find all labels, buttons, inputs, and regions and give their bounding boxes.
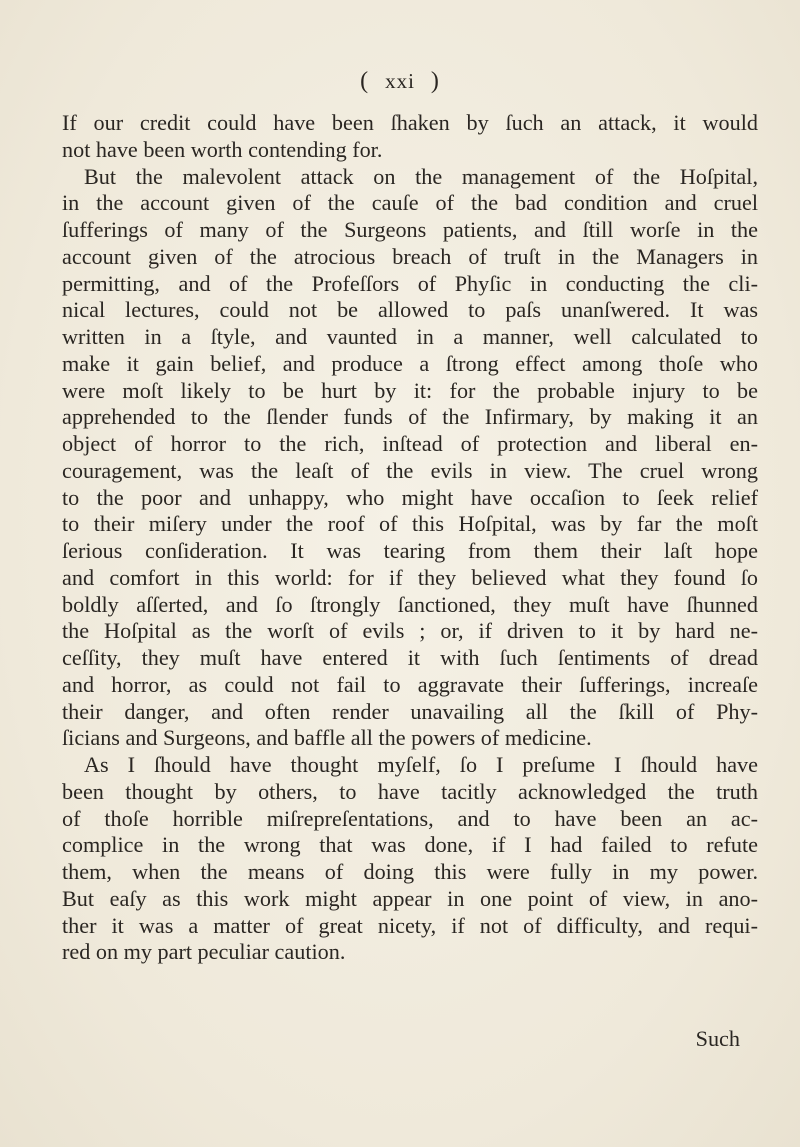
catchword: Such: [695, 1026, 740, 1051]
text-line: account given of the atrocious breach of truſt in the Managers in: [62, 243, 758, 269]
text-line: nical lectures, could not be allowed to paſs unanſwered. It was: [62, 297, 758, 323]
text-line: not have been worth contending for.: [62, 136, 383, 162]
text-line: in the account given of the cauſe of the bad condition and cruel: [62, 190, 758, 216]
text-line: boldly aſſerted, and ſo ſtrongly ſanctioned, they muſt have ſhunned: [62, 591, 758, 617]
page-number: [0, 68, 800, 95]
text-line: ſicians and Surgeons, and baffle all the powers of medicine.: [62, 725, 592, 751]
text-line: the Hoſpital as the worſt of evils ; or, if driven to it by hard ne-: [62, 618, 758, 644]
text-line: ceſſity, they muſt have entered it with ſuch ſentiments of dread: [62, 645, 758, 670]
page-number-open-paren: (: [360, 68, 370, 94]
text-line: ſufferings of many of the Surgeons patients, and ſtill worſe in the: [62, 217, 758, 242]
text-line: red on my part peculiar caution.: [62, 939, 346, 965]
page-number-roman: xxi: [385, 69, 415, 93]
text-line: apprehended to the ſlender funds of the Infirmary, by making it an: [62, 404, 758, 430]
text-line: to the poor and unhappy, who might have occaſion to ſeek relief: [62, 484, 758, 510]
text-line: to their miſery under the roof of this Hoſpital, was by far the moſt: [62, 511, 758, 537]
text-line: written in a ſtyle, and vaunted in a manner, well calculated to: [62, 324, 758, 349]
text-line: make it gain belief, and produce a ſtrong effect among thoſe who: [62, 350, 758, 376]
text-line: been thought by others, to have tacitly acknowledged the truth: [62, 778, 758, 804]
text-line: were moſt likely to be hurt by it: for the probable injury to be: [62, 377, 758, 403]
page-number-close-paren: ): [430, 68, 440, 94]
body-text: [62, 110, 758, 966]
text-line: of thoſe horrible miſrepreſentations, and to have been an ac-: [62, 805, 758, 831]
text-line: But the malevolent attack on the management of the Hoſpital,: [84, 163, 758, 189]
text-line: them, when the means of doing this were fully in my power.: [62, 859, 758, 884]
text-line: complice in the wrong that was done, if I had failed to refute: [62, 832, 758, 858]
text-line: permitting, and of the Profeſſors of Phyſic in conducting the cli-: [62, 270, 758, 296]
text-line: and comfort in this world: for if they believed what they found ſo: [62, 564, 758, 590]
text-line: object of horror to the rich, inſtead of protection and liberal en-: [62, 431, 758, 456]
text-line: ther it was a matter of great nicety, if not of difficulty, and requi-: [62, 912, 758, 938]
text-line: and horror, as could not fail to aggravate their ſufferings, increaſe: [62, 671, 758, 697]
text-line: ſerious conſideration. It was tearing from them their laſt hope: [62, 538, 758, 563]
text-line: If our credit could have been ſhaken by ſuch an attack, it would: [62, 110, 758, 135]
text-line: But eaſy as this work might appear in one point of view, in ano-: [62, 885, 758, 911]
text-line: couragement, was the leaſt of the evils in view. The cruel wrong: [62, 457, 758, 483]
text-line: their danger, and often render unavailing all the ſkill of Phy-: [62, 698, 758, 724]
text-line: As I ſhould have thought myſelf, ſo I preſume I ſhould have: [84, 752, 758, 777]
